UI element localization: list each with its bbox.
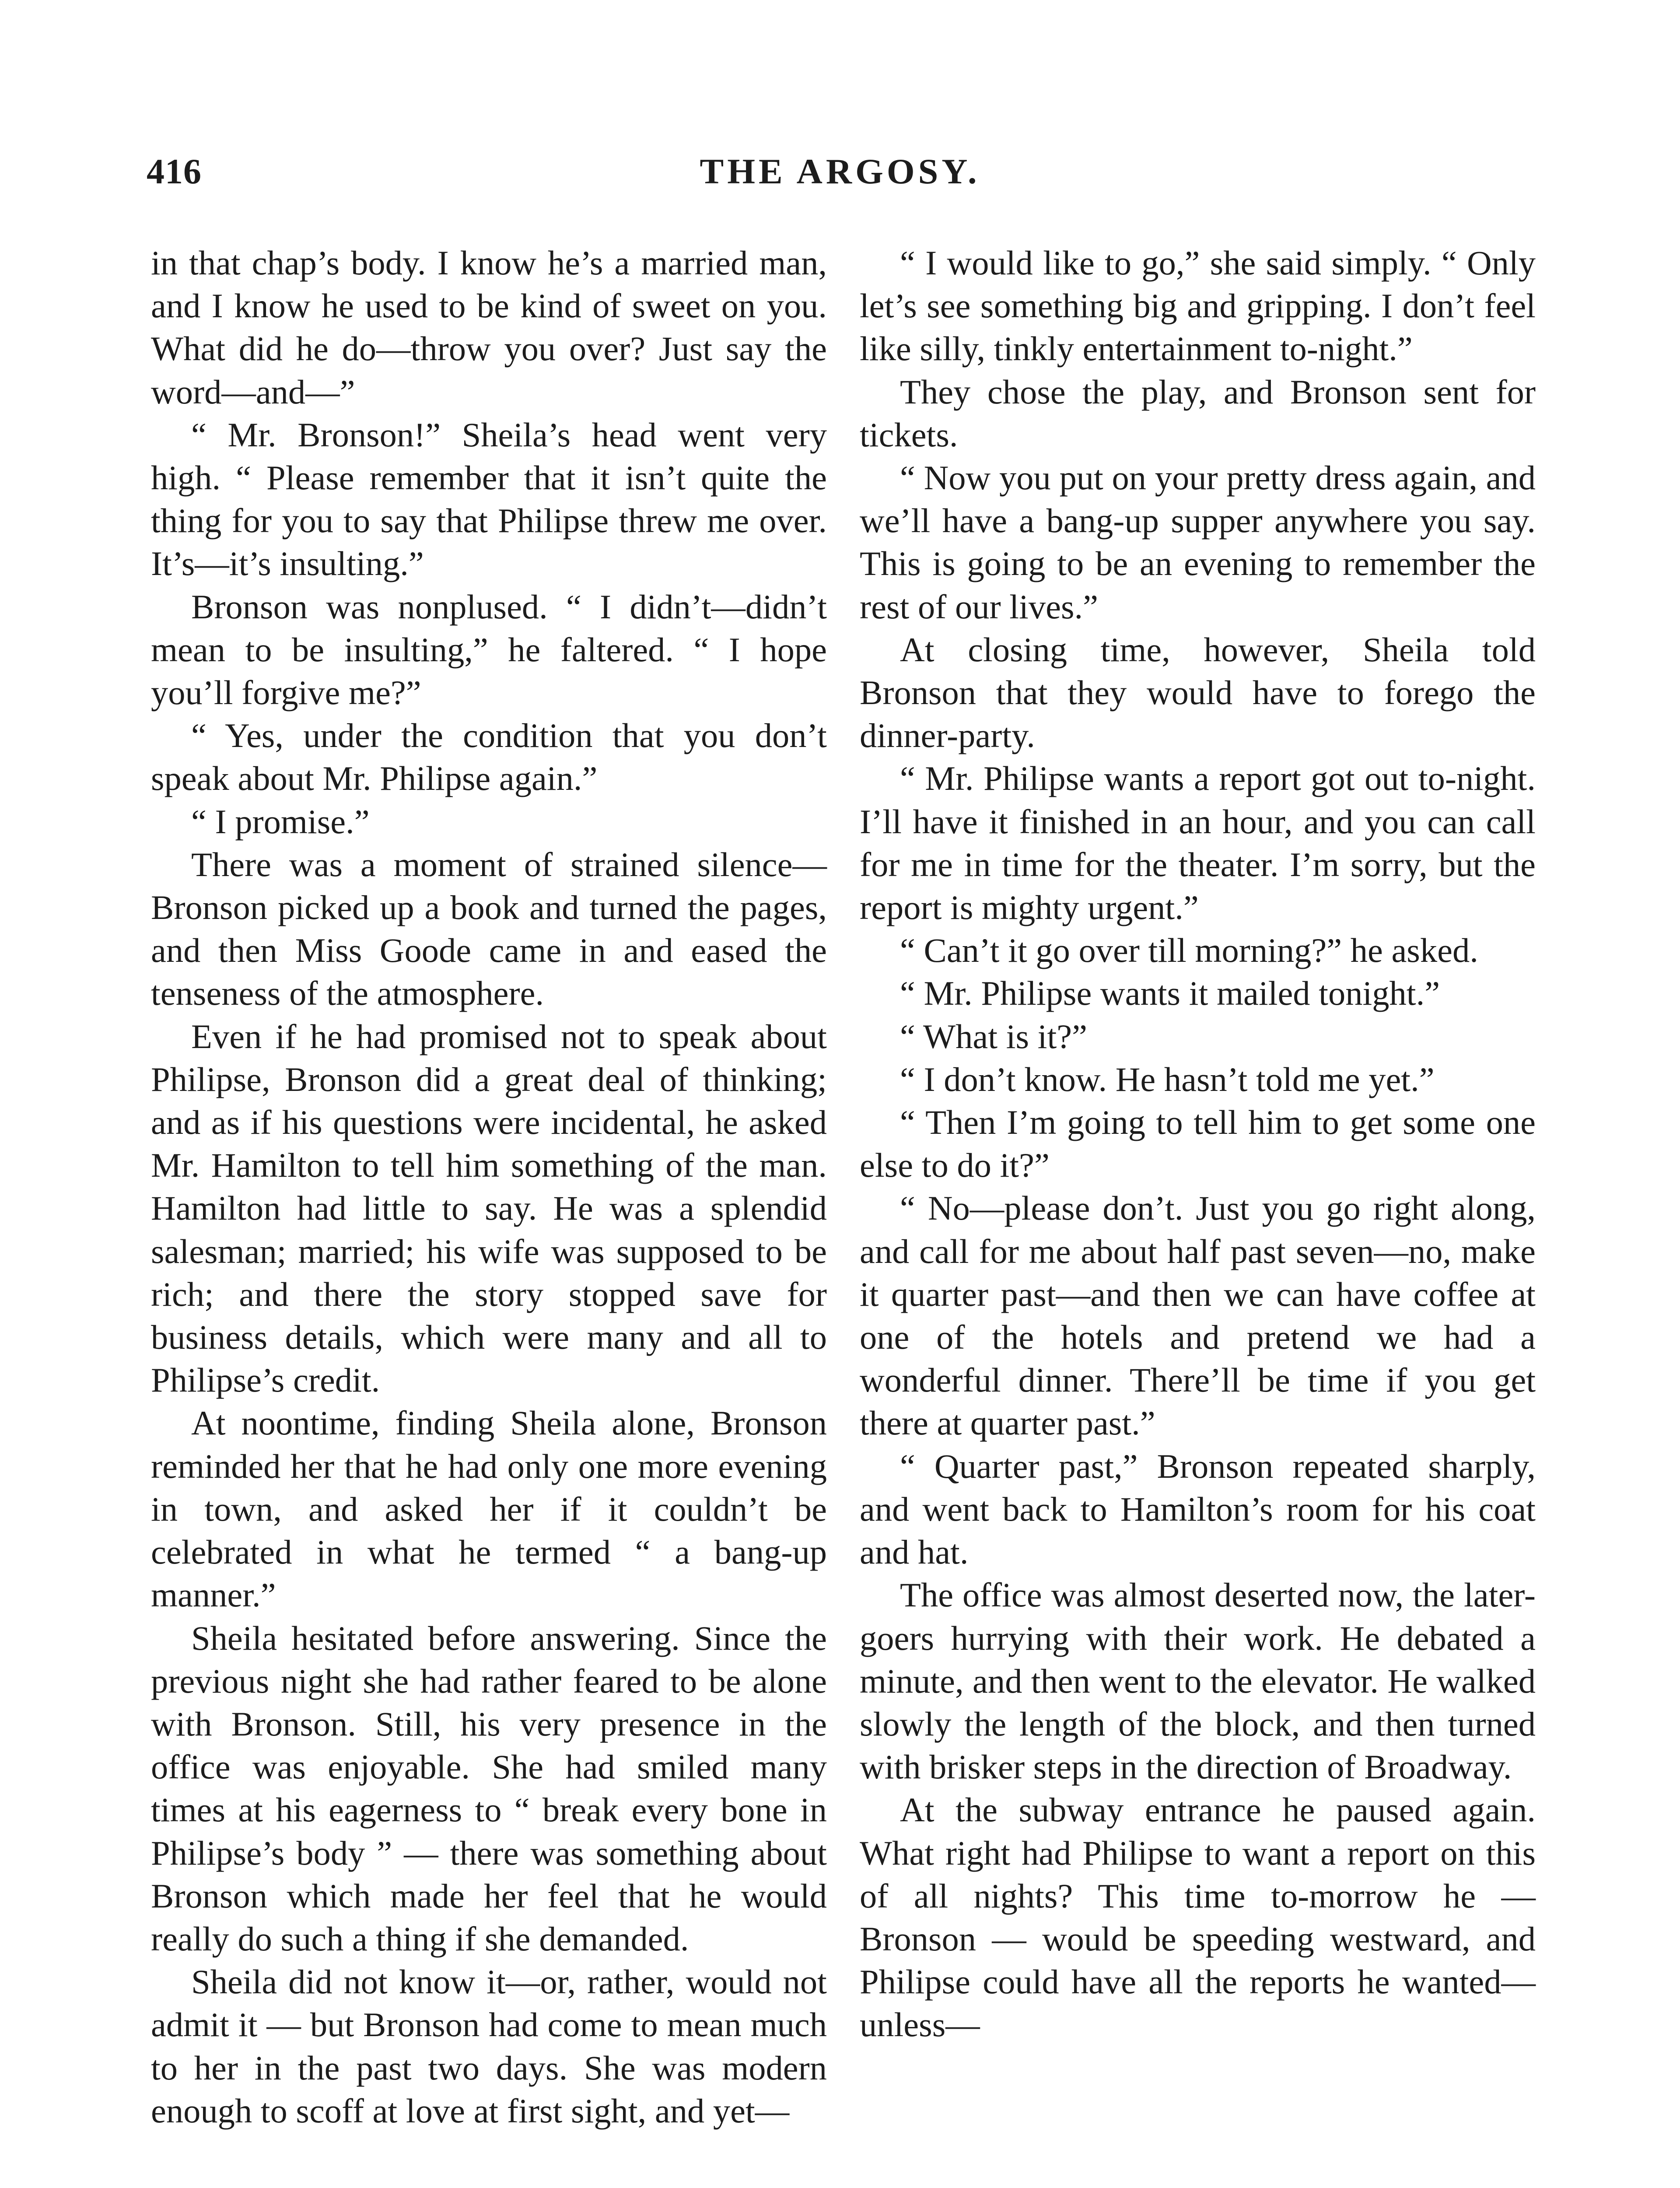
paragraph: “ What is it?” bbox=[900, 1017, 1087, 1055]
paragraph: The office was almost deserted now, the later-goers hurrying with their work. He debated a minute, and then went to the elevator. He walked slowly the length of the block, and then turned with brisker steps in the direction of Broadway. bbox=[860, 1576, 1536, 1786]
paragraph: Sheila hesitated before answering. Since the previous night she had rather feared to be alone with Bronson. Still, his very presence in the office was enjoyable. She had smiled many times at his eagerness to “ break every bone in Philipse’s body ” — there was something about Bronson which made her feel that he would really do such a thing if she demanded. bbox=[151, 1619, 827, 1958]
left-column bbox=[151, 242, 827, 2132]
paragraph: At noontime, finding Sheila alone, Bronson reminded her that he had only one more evening in town, and asked her if it couldn’t be celebrated in what he termed “ a bang-up manner.” bbox=[151, 1404, 827, 1614]
paragraph: “ Yes, under the condition that you don’t speak about Mr. Philipse again.” bbox=[151, 716, 827, 798]
paragraph: “ Can’t it go over till morning?” he asked. bbox=[900, 931, 1478, 970]
right-column bbox=[860, 242, 1536, 2047]
paragraph: “ I would like to go,” she said simply. “ Only let’s see something big and gripping. I don’t feel like silly, tinkly entertainment to-night.” bbox=[860, 244, 1536, 368]
paragraph: “ Mr. Bronson!” Sheila’s head went very high. “ Please remember that it isn’t quite the thing for you to say that Philipse threw me over. It’s—it’s insulting.” bbox=[151, 415, 827, 583]
paragraph: in that chap’s body. I know he’s a married man, and I know he used to be kind of sweet on you. What did he do—throw you over? Just say the word—and—” bbox=[151, 244, 827, 411]
paragraph: “ Then I’m going to tell him to get some one else to do it?” bbox=[860, 1103, 1536, 1185]
paragraph: “ Mr. Philipse wants a report got out to-night. I’ll have it finished in an hour, and you can call for me in time for the theater. I’m sorry, but the report is mighty urgent.” bbox=[860, 759, 1536, 927]
paragraph: “ I don’t know. He hasn’t told me yet.” bbox=[900, 1060, 1435, 1098]
paragraph: Even if he had promised not to speak about Philipse, Bronson did a great deal of thinking; and as if his questions were incidental, he asked Mr. Hamilton to tell him something of the man. Hamilton had little to say. He was a splendid salesman; married; his wife was supposed to be rich; and there the story stopped save for business details, which were many and all to Philipse’s credit. bbox=[151, 1017, 827, 1399]
paragraph: They chose the play, and Bronson sent for tickets. bbox=[860, 372, 1536, 454]
paragraph: Sheila did not know it—or, rather, would not admit it — but Bronson had come to mean much to her in the past two days. She was modern enough to scoff at love at first sight, and yet— bbox=[151, 1963, 827, 2130]
paragraph: “ I promise.” bbox=[191, 802, 370, 841]
paragraph: “ Mr. Philipse wants it mailed tonight.” bbox=[900, 974, 1440, 1013]
paragraph: “ No—please don’t. Just you go right along, and call for me about half past seven—no, make it quarter past—and then we can have coffee at one of the hotels and pretend we had a wonderful dinner. There’ll be time if you get there at quarter past.” bbox=[860, 1189, 1536, 1442]
page-number: 416 bbox=[147, 151, 202, 191]
paragraph: Bronson was nonplused. “ I didn’t—didn’t mean to be insulting,” he faltered. “ I hope you’ll forgive me?” bbox=[151, 587, 827, 712]
paragraph: At the subway entrance he paused again. What right had Philipse to want a report on this of all nights? This time to-morrow he — Bronson — would be speeding westward, and Philipse could have all the reports he wanted—unless— bbox=[860, 1791, 1536, 2044]
paragraph: “ Quarter past,” Bronson repeated sharply, and went back to Hamilton’s room for his coat and hat. bbox=[860, 1447, 1536, 1571]
running-title: THE ARGOSY. bbox=[700, 151, 980, 191]
paragraph: “ Now you put on your pretty dress again, and we’ll have a bang-up supper anywhere you say. This is going to be an evening to remember the rest of our lives.” bbox=[860, 459, 1536, 626]
paragraph: There was a moment of strained silence—Bronson picked up a book and turned the pages, and then Miss Goode came in and eased the tenseness of the atmosphere. bbox=[151, 845, 827, 1013]
paragraph: At closing time, however, Sheila told Bronson that they would have to forego the dinner-party. bbox=[860, 630, 1536, 755]
page-header bbox=[147, 151, 1533, 199]
